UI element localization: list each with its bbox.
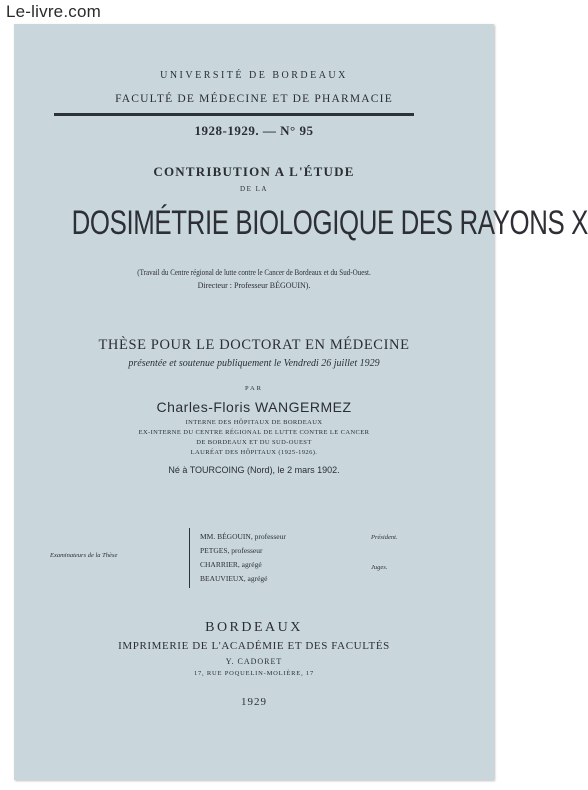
main-title: DOSIMÉTRIE BIOLOGIQUE DES RAYONS X bbox=[71, 204, 588, 242]
year-number: 1928-1929. — N° 95 bbox=[194, 123, 314, 138]
jury-brace bbox=[189, 528, 194, 588]
title-page bbox=[14, 24, 588, 780]
thesis-heading: THÈSE POUR LE DOCTORAT EN MÉDECINE bbox=[98, 337, 410, 353]
author-title-1: INTERNE DES HÔPITAUX DE BORDEAUX bbox=[185, 419, 323, 426]
imprint-printer: Y. CADORET bbox=[225, 657, 283, 666]
thesis-presented: présentée et soutenue publiquement le Vendredi 26 juillet 1929 bbox=[128, 358, 380, 369]
jury-role-judges: Juges. bbox=[371, 564, 388, 571]
university-name: UNIVERSITÉ DE BORDEAUX bbox=[160, 70, 348, 81]
author-title-3: DE BORDEAUX ET DU SUD-OUEST bbox=[196, 439, 312, 446]
jury-label: Examinateurs de la Thèse bbox=[50, 552, 118, 559]
work-note: (Travail du Centre régional de lutte contre le Cancer de Bordeaux et du Sud-Ouest. bbox=[137, 268, 371, 277]
author-title-2: EX-INTERNE DU CENTRE RÉGIONAL DE LUTTE CONTRE LE CANCER bbox=[138, 429, 370, 436]
jury-member: PETGES, professeur bbox=[200, 546, 263, 555]
imprint-address: 17, RUE POQUELIN-MOLIÈRE, 17 bbox=[193, 670, 315, 677]
imprint-publisher: IMPRIMERIE DE L'ACADÉMIE ET DES FACULTÉS bbox=[118, 640, 390, 652]
title-connector: DE LA bbox=[240, 185, 268, 193]
jury-role-president: Président. bbox=[371, 534, 398, 541]
director-note: Directeur : Professeur BÉGOUIN). bbox=[197, 281, 311, 290]
author-title-4: LAURÉAT DES HÔPITAUX (1925-1926). bbox=[190, 449, 318, 456]
author-birth: Né à TOURCOING (Nord), le 2 mars 1902. bbox=[168, 465, 340, 475]
jury-member: MM. BÉGOUIN, professeur bbox=[200, 532, 286, 541]
imprint-year: 1929 bbox=[241, 696, 267, 708]
title-line-1: CONTRIBUTION A L'ÉTUDE bbox=[153, 164, 355, 179]
faculty-name: FACULTÉ DE MÉDECINE ET DE PHARMACIE bbox=[115, 93, 393, 105]
watermark-text: Le-livre.com bbox=[6, 2, 101, 21]
imprint-city: BORDEAUX bbox=[205, 620, 303, 635]
jury-member: BEAUVIEUX, agrégé bbox=[200, 574, 268, 583]
author-name: Charles-Floris WANGERMEZ bbox=[156, 399, 352, 415]
jury-member: CHARRIER, agrégé bbox=[200, 560, 262, 569]
by-label: PAR bbox=[244, 385, 264, 392]
divider-rule bbox=[54, 113, 414, 116]
